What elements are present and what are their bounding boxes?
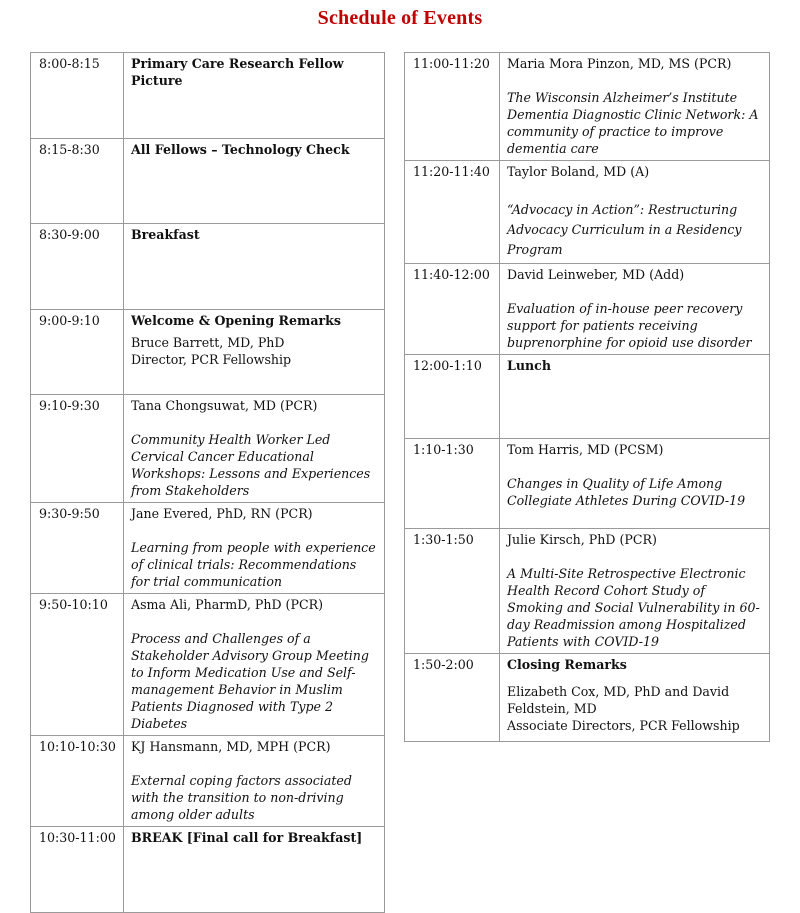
talk-title: Changes in Quality of Life Among Collegiate Athletes During COVID-19 (507, 476, 746, 508)
time-cell: 11:20-11:40 (405, 161, 500, 264)
time-cell: 12:00-1:10 (405, 355, 500, 439)
schedule-row (405, 529, 770, 654)
event-title: All Fellows – Technology Check (131, 142, 350, 157)
talk-title: “Advocacy in Action”: Restructuring Advocacy Curriculum in a Residency Program (507, 202, 742, 257)
schedule-row (31, 503, 385, 594)
time-cell: 8:00-8:15 (31, 53, 124, 139)
schedule-row (405, 161, 770, 264)
time-cell: 10:30-11:00 (31, 827, 124, 913)
event-cell (500, 529, 770, 654)
schedule-row (31, 395, 385, 503)
time-cell: 11:00-11:20 (405, 53, 500, 161)
time-cell: 8:15-8:30 (31, 139, 124, 224)
schedule-row (31, 736, 385, 827)
event-cell (124, 139, 385, 224)
schedule-row (31, 827, 385, 913)
talk-title: Evaluation of in-house peer recovery support for patients receiving buprenorphine for opioid use disorder (507, 301, 752, 350)
schedule-table-left (30, 52, 385, 913)
presenter-name: Elizabeth Cox, MD, PhD and David Feldstein, MD (507, 684, 730, 716)
talk-title: External coping factors associated with the transition to non-driving among older adults (131, 773, 352, 822)
time-cell: 9:30-9:50 (31, 503, 124, 594)
presenter-name: Tana Chongsuwat, MD (PCR) (131, 398, 318, 413)
event-cell (124, 827, 385, 913)
talk-title: Learning from people with experience of clinical trials: Recommendations for trial communication (131, 540, 376, 589)
presenter-name: Maria Mora Pinzon, MD, MS (PCR) (507, 56, 732, 71)
presenter-name: Asma Ali, PharmD, PhD (PCR) (131, 597, 323, 612)
event-cell (124, 594, 385, 736)
schedule-row (405, 654, 770, 742)
schedule-row (31, 224, 385, 310)
schedule-row (405, 264, 770, 355)
presenter-name: Bruce Barrett, MD, PhD (131, 335, 285, 350)
event-cell (124, 224, 385, 310)
talk-title: A Multi-Site Retrospective Electronic Health Record Cohort Study of Smoking and Social Vulnerability in 60-day Readmission among Hospitalized Patients with COVID-19 (507, 566, 760, 649)
presenter-name: Taylor Boland, MD (A) (507, 164, 650, 179)
event-cell (500, 439, 770, 529)
event-title: BREAK [Final call for Breakfast] (131, 830, 363, 845)
event-cell (124, 310, 385, 395)
schedule-row (31, 139, 385, 224)
event-cell (500, 53, 770, 161)
page-title: Schedule of Events (317, 7, 483, 29)
presenter-name: Tom Harris, MD (PCSM) (507, 442, 664, 457)
talk-title: Community Health Worker Led Cervical Cancer Educational Workshops: Lessons and Experiences from Stakeholders (131, 432, 371, 498)
time-cell: 1:10-1:30 (405, 439, 500, 529)
schedule-row (31, 310, 385, 395)
presenter-name: Jane Evered, PhD, RN (PCR) (131, 506, 313, 521)
presenter-name: Julie Kirsch, PhD (PCR) (507, 532, 657, 547)
time-cell: 1:30-1:50 (405, 529, 500, 654)
talk-title: Process and Challenges of a Stakeholder Advisory Group Meeting to Inform Medication Use and Self-management Behavior in Muslim Patients Diagnosed with Type 2 Diabetes (131, 631, 369, 731)
talk-title: The Wisconsin Alzheimer’s Institute Dementia Diagnostic Clinic Network: A community of practice to improve dementia care (507, 90, 759, 156)
time-cell: 9:50-10:10 (31, 594, 124, 736)
schedule-row (31, 53, 385, 139)
presenter-name: David Leinweber, MD (Add) (507, 267, 685, 282)
schedule-row (405, 53, 770, 161)
event-cell (124, 395, 385, 503)
schedule-row (31, 594, 385, 736)
time-cell: 11:40-12:00 (405, 264, 500, 355)
event-cell (500, 264, 770, 355)
time-cell: 9:00-9:10 (31, 310, 124, 395)
event-cell (124, 503, 385, 594)
schedule-row (405, 439, 770, 529)
event-title: Breakfast (131, 227, 200, 242)
event-title: Primary Care Research Fellow Picture (131, 56, 344, 88)
event-cell (500, 161, 770, 264)
time-cell: 9:10-9:30 (31, 395, 124, 503)
event-cell (124, 53, 385, 139)
event-cell (124, 736, 385, 827)
event-cell (500, 355, 770, 439)
presenter-role: Director, PCR Fellowship (131, 352, 292, 367)
event-cell (500, 654, 770, 742)
event-title: Lunch (507, 358, 551, 373)
schedule-row (405, 355, 770, 439)
event-title: Welcome & Opening Remarks (131, 313, 341, 328)
presenter-role: Associate Directors, PCR Fellowship (507, 718, 740, 733)
time-cell: 8:30-9:00 (31, 224, 124, 310)
time-cell: 1:50-2:00 (405, 654, 500, 742)
schedule-table-right (404, 52, 770, 742)
event-title: Closing Remarks (507, 657, 627, 672)
time-cell: 10:10-10:30 (31, 736, 124, 827)
presenter-name: KJ Hansmann, MD, MPH (PCR) (131, 739, 331, 754)
